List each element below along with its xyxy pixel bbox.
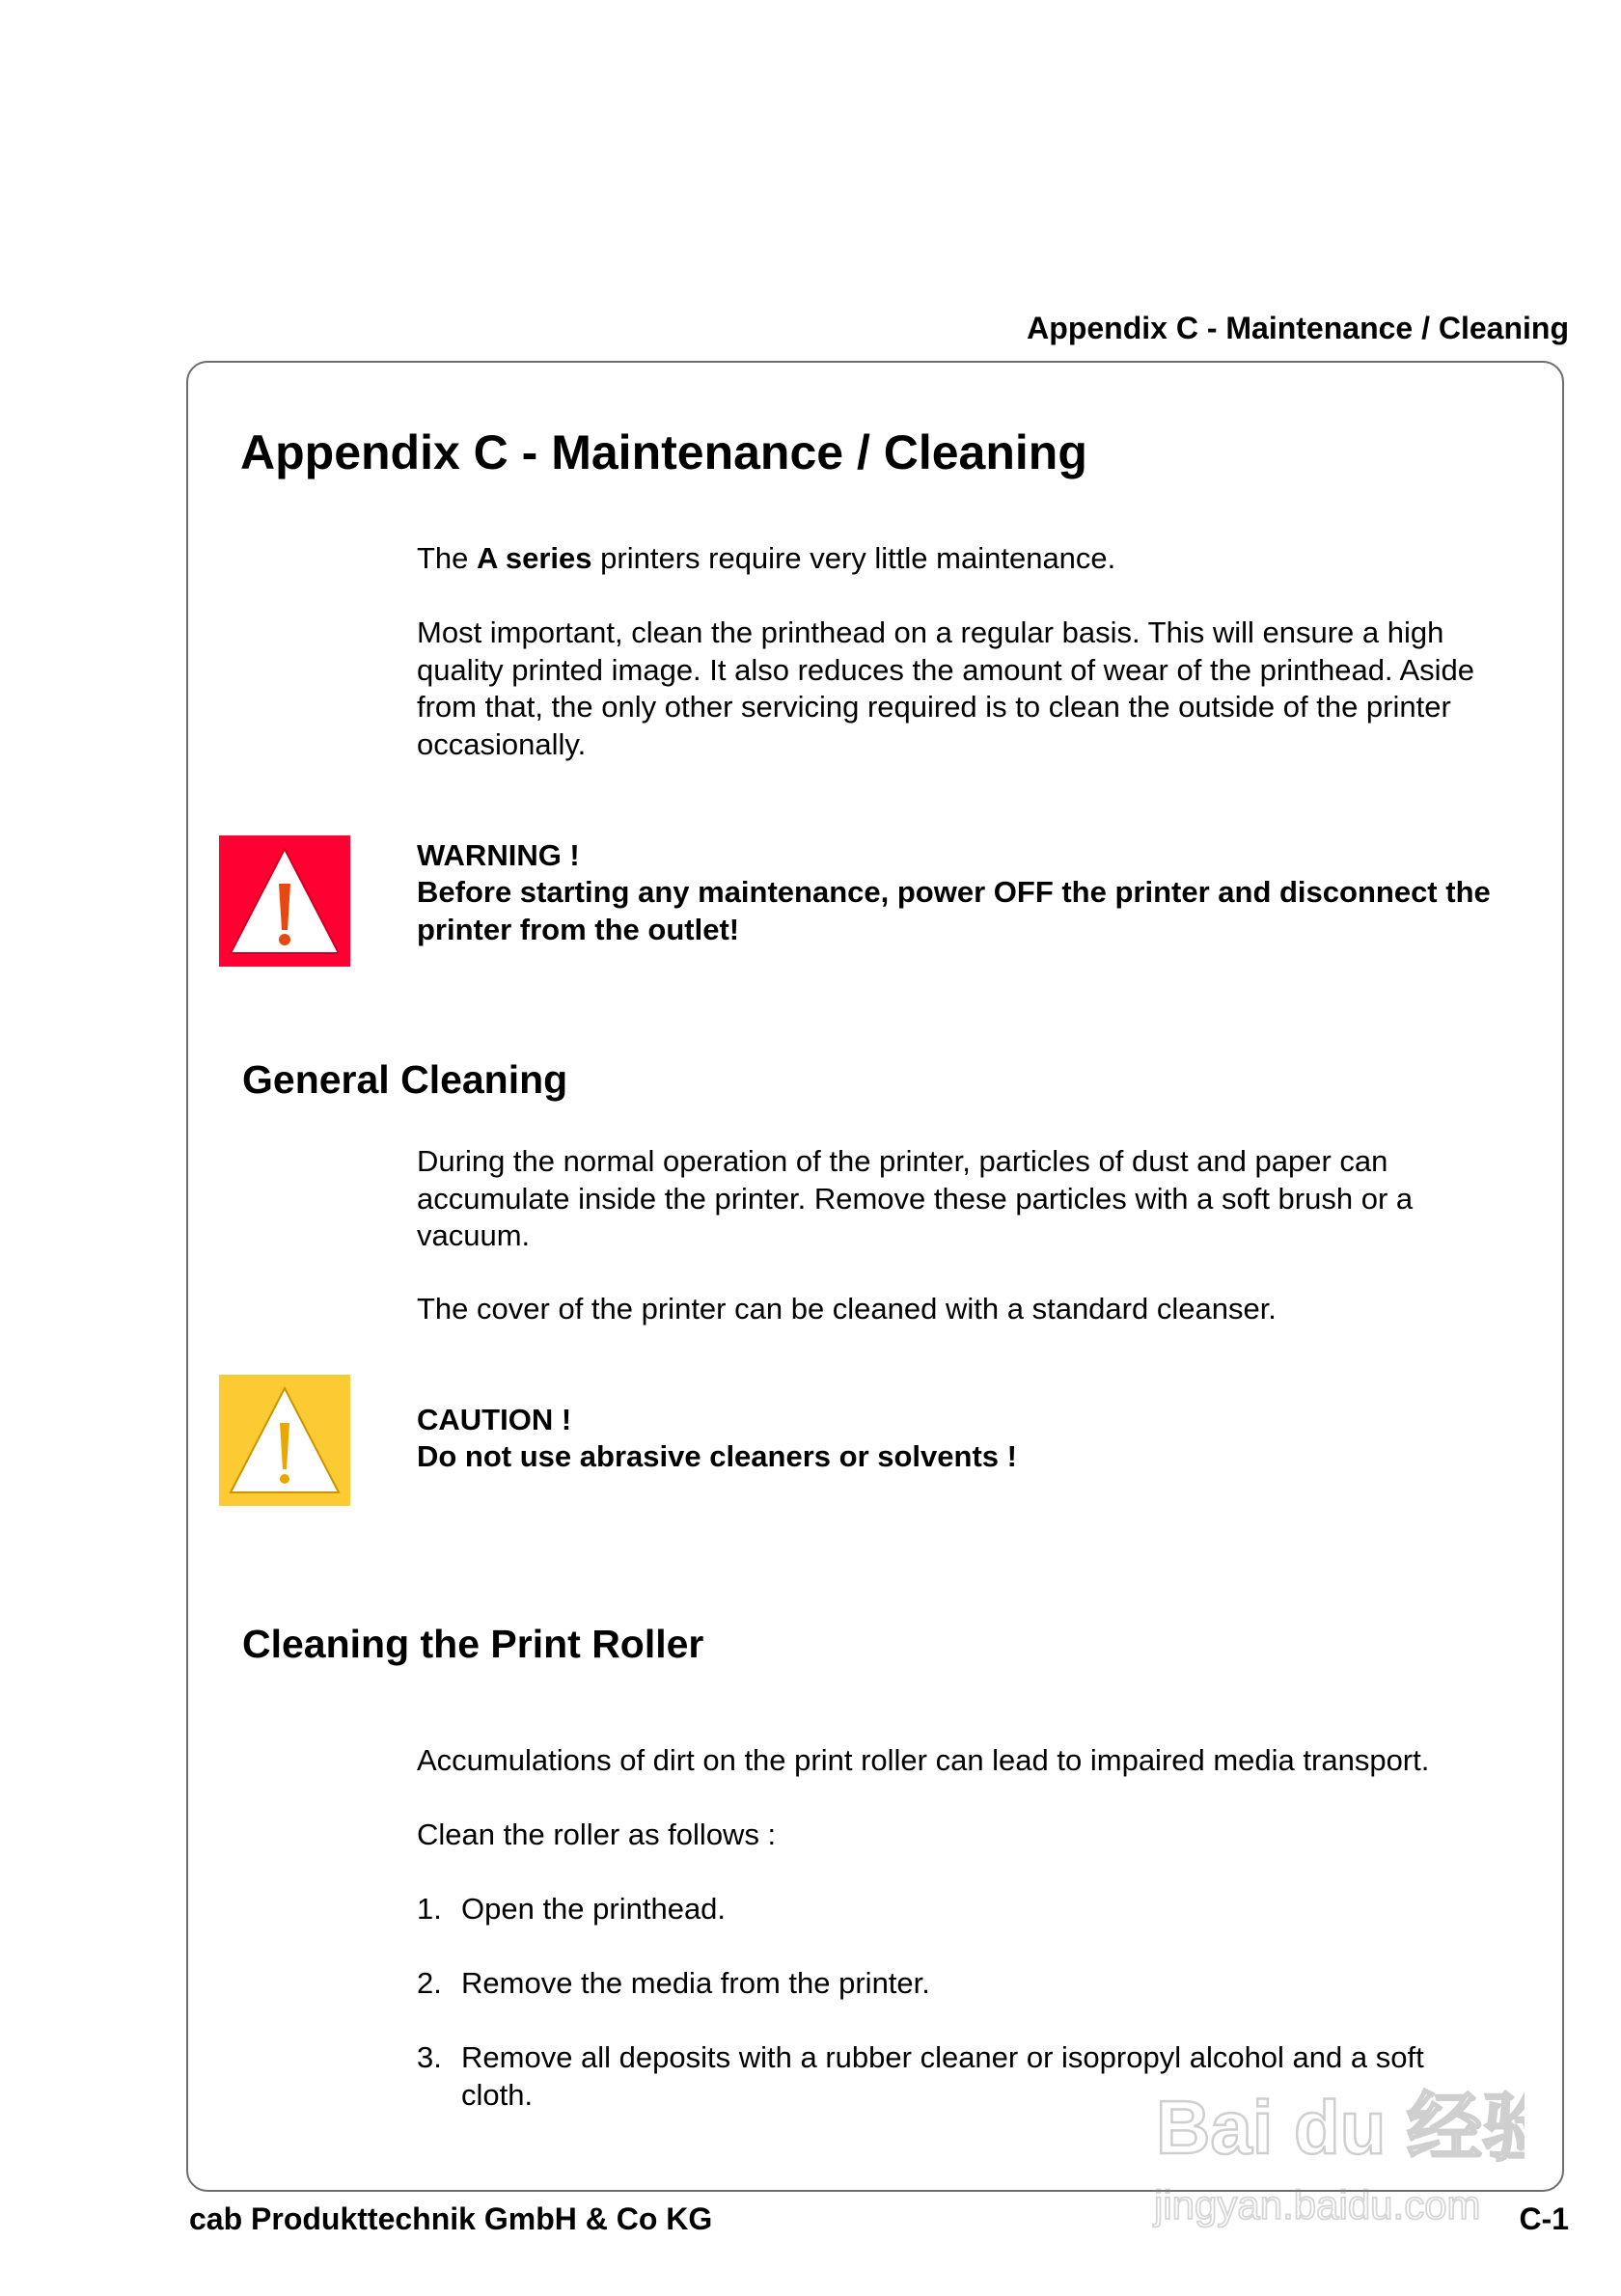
list-item-number: 2.	[417, 1966, 442, 2000]
list-item-number: 1.	[417, 1892, 442, 1926]
warning-triangle-icon	[219, 835, 350, 967]
running-header: Appendix C - Maintenance / Cleaning	[1027, 311, 1569, 345]
list-item-number: 3.	[417, 2040, 442, 2074]
list-item-text: Open the printhead.	[461, 1892, 727, 1926]
warning-text: Before starting any maintenance, power OFF the printer and disconnect the printer from the outlet!	[417, 875, 1491, 946]
caution-text: Do not use abrasive cleaners or solvents !	[417, 1439, 1017, 1473]
list-item-text: Remove all deposits with a rubber cleaner or isopropyl alcohol and a soft cloth.	[461, 2040, 1424, 2112]
intro-paragraph-1	[417, 540, 1526, 578]
caution-title: CAUTION !	[417, 1403, 572, 1436]
general-cleaning-paragraph-1: During the normal operation of the printer, particles of dust and paper can accumulate inside the printer. Remove these particles with a soft brush or a vacuum.	[417, 1144, 1414, 1252]
intro-series-name: A series	[477, 541, 592, 575]
footer-company: cab Produkttechnik GmbH & Co KG	[189, 2201, 713, 2236]
page-number: C-1	[1519, 2201, 1569, 2236]
page-title: Appendix C - Maintenance / Cleaning	[240, 425, 1087, 479]
watermark	[1148, 2074, 1525, 2238]
list-item	[417, 1965, 1526, 2003]
print-roller-paragraph-1: Accumulations of dirt on the print roller can lead to impaired media transport.	[417, 1743, 1430, 1777]
list-item-text: Remove the media from the printer.	[461, 1966, 930, 2000]
watermark-url: jingyan.baidu.com	[1154, 2182, 1481, 2228]
intro-paragraph-2: Most important, clean the printhead on a regular basis. This will ensure a high quality printed image. It also reduces the amount of wear of the printhead. Aside from that, the only other servicing required is to clean the outside of the printer occasionally.	[417, 615, 1474, 761]
intro-text-post: printers require very little maintenance.	[591, 541, 1116, 575]
watermark-logo: Bai du 经验	[1156, 2085, 1525, 2170]
general-cleaning-paragraph-2: The cover of the printer can be cleaned with a standard cleanser.	[417, 1292, 1277, 1326]
print-roller-paragraph-2: Clean the roller as follows :	[417, 1818, 777, 1851]
section-heading-print-roller: Cleaning the Print Roller	[242, 1622, 704, 1666]
warning-title: WARNING !	[417, 838, 580, 872]
list-item	[417, 1891, 1526, 1928]
section-heading-general-cleaning: General Cleaning	[242, 1057, 568, 1102]
caution-triangle-icon	[219, 1375, 350, 1506]
intro-text-pre: The	[417, 541, 478, 575]
